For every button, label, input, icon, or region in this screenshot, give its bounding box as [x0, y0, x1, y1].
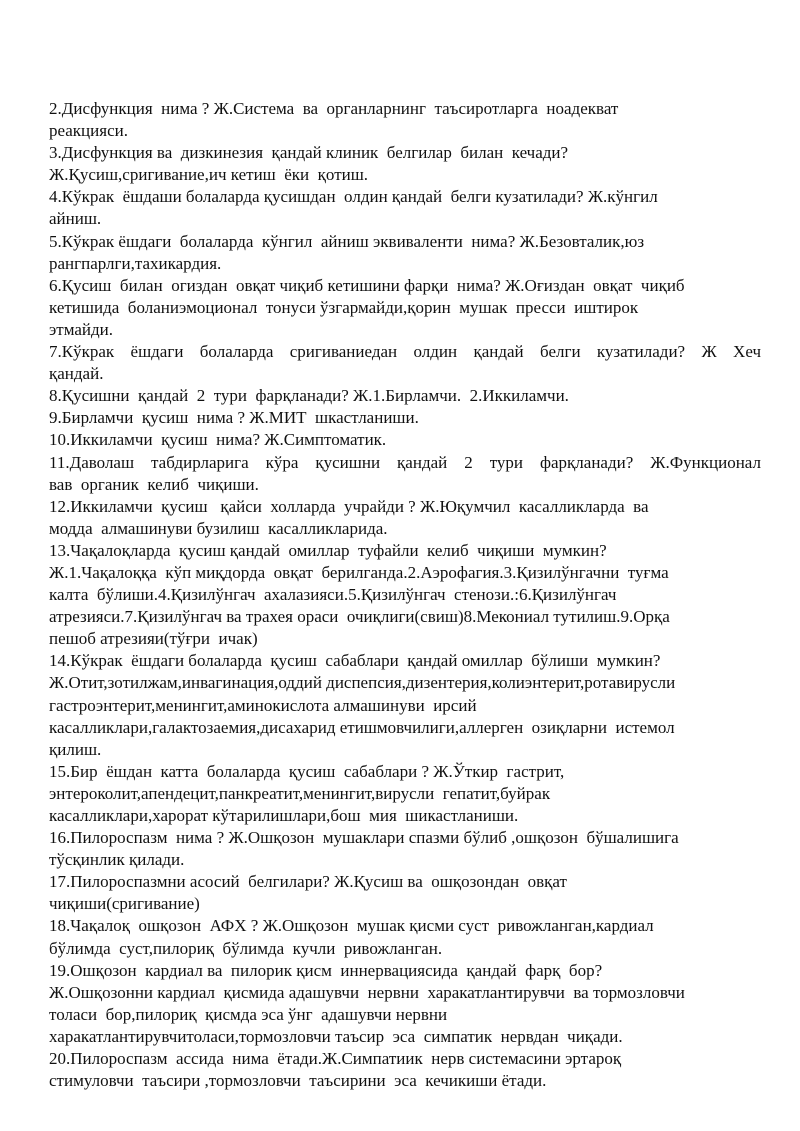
text-line: толаси бор,пилориқ қисмда эса ўнг адашувчи нервни — [49, 1004, 448, 1024]
text-line: 19.Ошқозон кардиал ва пилорик қисм иннервациясида қандай фарқ бор? — [49, 960, 603, 980]
text-line: 7.Кўкрак ёшдаги болаларда сригиваниедан олдин қандай белги кузатилади? Ж Хеч — [49, 342, 761, 362]
text-line: касалликлари,галактозаемия,дисахарид етишмовчилиги,аллерген озиқларни истемол — [49, 717, 675, 737]
text-line: касалликлари,харорат кўтарилишлари,бош мия шикастланиши. — [49, 806, 519, 825]
text-line: энтероколит,апендецит,панкреатит,менингит,вирусли гепатит,буйрак — [49, 783, 551, 803]
text-line: атрезияси.7.Қизилўнгач ва трахея ораси очиқлиги(свиш)8.Мекониал тутилиш.9.Орқа — [49, 607, 670, 627]
text-line: 12.Иккиламчи қусиш қайси холларда учрайди ? Ж.Юқумчил касалликларда ва — [49, 496, 649, 516]
text-line: 2.Дисфункция нима ? Ж.Система ва органларнинг таъсиротларга ноадекват — [49, 99, 619, 118]
text-line: чиқиши(сригивание) — [49, 894, 200, 914]
text-line: калта бўлиши.4.Қизилўнгач ахалазияси.5.Қизилўнгач стенози.:6.Қизилўнгач — [49, 585, 617, 605]
text-line: 8.Қусишни қандай 2 тури фарқланади? Ж.1.Бирламчи. 2.Иккиламчи. — [49, 386, 569, 406]
text-line: стимуловчи таъсири ,тормозловчи таъсирини эса кечикиши ётади. — [49, 1071, 547, 1091]
text-line: 15.Бир ёшдан катта болаларда қусиш сабаблари ? Ж.Ўткир гастрит, — [49, 761, 565, 781]
text-line: 18.Чақалоқ ошқозон АФХ ? Ж.Ошқозон мушак қисми суст ривожланган,кардиал — [49, 916, 654, 936]
text-line: 5.Кўкрак ёшдаги болаларда кўнгил айниш эквиваленти нима? Ж.Безовталик,юз — [49, 231, 645, 251]
text-line: 13.Чақалоқларда қусиш қандай омиллар туфайли келиб чиқиши мумкин? — [49, 540, 607, 560]
text-line: 4.Кўкрак ёшдаши болаларда қусишдан олдин қандай белги кузатилади? Ж.кўнгил — [49, 187, 658, 207]
text-line: 16.Пилороспазм нима ? Ж.Ошқозон мушаклари спазми бўлиб ,ошқозон бўшалишига — [49, 828, 679, 848]
text-line: модда алмашинуви бузилиш касалликларида. — [49, 518, 388, 538]
text-line: 10.Иккиламчи қусиш нима? Ж.Симптоматик. — [49, 430, 387, 450]
text-line: қилиш. — [49, 739, 102, 759]
text-line: пешоб атрезияи(тўғри ичак) — [49, 629, 258, 649]
text-line: 6.Қусиш билан огиздан овқат чиқиб кетишини фарқи нима? Ж.Оғиздан овқат чиқиб — [49, 275, 685, 295]
text-line: Ж.Ошқозонни кардиал қисмида адашувчи нервни харакатлантирувчи ва тормозловчи — [49, 982, 685, 1002]
text-line: 3.Дисфункция ва дизкинезия қандай клиник белгилар билан кечади? — [49, 143, 569, 163]
text-line: 17.Пилороспазмни асосий белгилари? Ж.Қусиш ва ошқозондан овқат — [49, 872, 567, 892]
text-line: 9.Бирламчи қусиш нима ? Ж.МИТ шкастланиши. — [49, 408, 419, 428]
text-line: 20.Пилороспазм ассида нима ётади.Ж.Симпатиик нерв системасини эртароқ — [49, 1049, 622, 1069]
text-line: 11.Даволаш табдирларига кўра қусишни қандай 2 тури фарқланади? Ж.Функционал — [49, 452, 761, 472]
text-line: Ж.Отит,зотилжам,инвагинация,оддий диспепсия,дизентерия,колиэнтерит,ротавирусли — [49, 673, 676, 693]
text-line: Ж.Қусиш,сригивание,ич кетиш ёки қотиш. — [49, 165, 369, 185]
text-line: 14.Кўкрак ёшдаги болаларда қусиш сабаблари қандай омиллар бўлиши мумкин? — [49, 651, 661, 671]
text-line: айниш. — [49, 209, 102, 229]
text-line: бўлимда суст,пилориқ бўлимда кучли ривожланган. — [49, 938, 443, 958]
text-line: гастроэнтерит,менингит,аминокислота алмашинуви ирсий — [49, 695, 477, 715]
text-line: тўсқинлик қилади. — [49, 850, 185, 870]
text-line: кетишида боланиэмоционал тонуси ўзгармайди,қорин мушак пресси иштирок — [49, 297, 639, 317]
text-line: этмайди. — [49, 319, 114, 339]
text-line: қандай. — [49, 364, 104, 384]
text-line: реакцияси. — [49, 121, 128, 141]
text-line: Ж.1.Чақалоққа кўп миқдорда овқат берилганда.2.Аэрофагия.3.Қизилўнгачни туғма — [49, 562, 669, 582]
text-line: вав органик келиб чиқиши. — [49, 474, 259, 494]
text-line: рангпарлги,тахикардия. — [49, 253, 222, 273]
text-line: харакатлантирувчитоласи,тормозловчи таъсир эса симпатик нервдан чиқади. — [49, 1026, 623, 1046]
document-body — [49, 98, 761, 1092]
